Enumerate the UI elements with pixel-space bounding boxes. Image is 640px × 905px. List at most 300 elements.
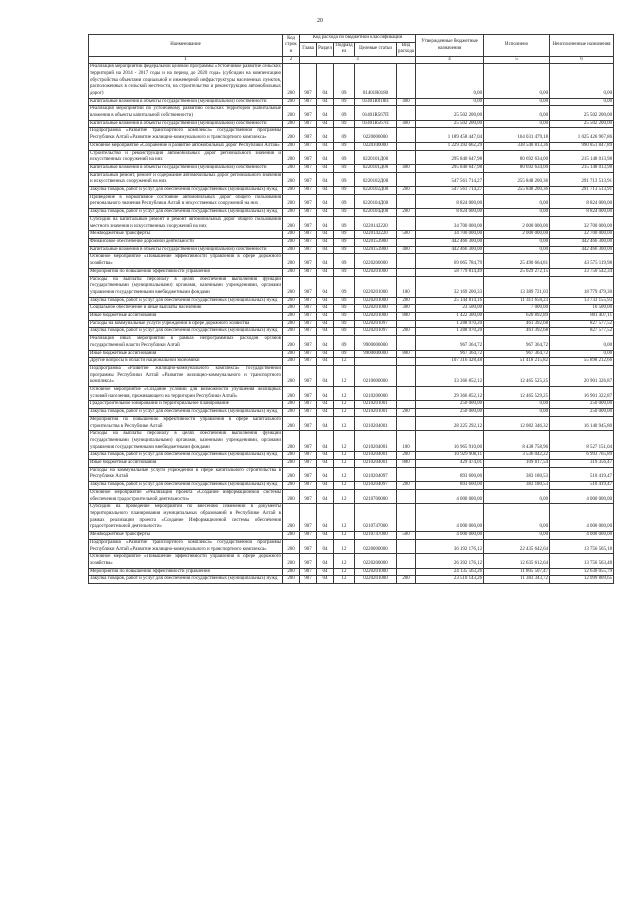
cell-line: 200	[283, 246, 300, 254]
table-row	[89, 431, 614, 452]
cell-unexec: 0,00	[550, 98, 614, 106]
table-row	[89, 336, 614, 350]
cell-target: 0220000000	[355, 539, 397, 553]
cell-target: 0220101Д00	[355, 164, 397, 172]
cell-line: 200	[283, 416, 300, 430]
cell-target: 0220142220	[355, 231, 397, 239]
cell-unexec: 250 000,00	[550, 409, 614, 417]
cell-sec: 04	[317, 231, 334, 239]
cell-unexec: 13 733 155,93	[550, 297, 614, 305]
cell-sub: 12	[334, 539, 355, 553]
cell-executed: 80 692 634,00	[484, 150, 550, 164]
cell-kind	[397, 336, 416, 350]
cell-ch: 907	[300, 504, 317, 532]
cell-ch: 907	[300, 276, 317, 297]
cell-line: 200	[283, 187, 300, 195]
cell-ch: 907	[300, 164, 317, 172]
cell-sub: 09	[334, 350, 355, 358]
cell-target: 0210200000	[355, 387, 397, 401]
cell-approved: 893 600,00	[416, 467, 484, 481]
cell-unexec: 801 407,11	[550, 313, 614, 321]
table-row	[89, 128, 614, 142]
cell-line: 200	[283, 64, 300, 99]
cell-sec: 04	[317, 150, 334, 164]
cell-target: 0210700000	[355, 489, 397, 503]
page-number: 20	[317, 18, 323, 24]
cell-executed: 51 418 215,82	[484, 358, 550, 366]
cell-sec: 04	[317, 328, 334, 336]
cell-name: Основное мероприятие «Реализация проекта «Создание информационной системы обеспечения градостроительной деятельности»	[89, 489, 283, 503]
cell-sec: 04	[317, 128, 334, 142]
table-header	[89, 35, 614, 64]
cell-approved: 4 000 000,00	[416, 489, 484, 503]
cell-unexec: 43 575 119,98	[550, 254, 614, 268]
cell-approved: 547 561 714,27	[416, 187, 484, 195]
cell-sub: 09	[334, 194, 355, 208]
cell-executed: 2 000 000,00	[484, 231, 550, 239]
cell-name: Мероприятия по повышению эффективности управления	[89, 268, 283, 276]
cell-unexec: 8 824 000,00	[550, 209, 614, 217]
cell-line: 200	[283, 504, 300, 532]
cell-executed: 620 892,89	[484, 313, 550, 321]
cell-line: 200	[283, 238, 300, 246]
cell-ch: 907	[300, 539, 317, 553]
cell-executed: 109 817,54	[484, 460, 550, 468]
cell-ch: 907	[300, 460, 317, 468]
cell-unexec: 291 713 513,91	[550, 172, 614, 186]
cell-kind: 400	[397, 98, 416, 106]
cell-approved: 295 840 647,98	[416, 164, 484, 172]
table-row	[89, 305, 614, 313]
cell-kind: 400	[397, 246, 416, 254]
cell-ch: 907	[300, 313, 317, 321]
cell-sub: 12	[334, 467, 355, 481]
table-row	[89, 387, 614, 401]
cell-line: 200	[283, 268, 300, 276]
cell-target: 0220201000	[355, 576, 397, 584]
cell-sec: 04	[317, 216, 334, 230]
cell-sec: 04	[317, 409, 334, 417]
cell-unexec: 18 779 479,30	[550, 276, 614, 297]
cell-sec: 04	[317, 554, 334, 568]
cell-approved: 1 189 458 447,04	[416, 128, 484, 142]
cell-name: Иные бюджетные ассигнования	[89, 460, 283, 468]
cell-name: Основное мероприятие «Повышение эффективности управления в сфере дорожного хозяйства»	[89, 554, 283, 568]
cell-name: Капитальные вложения в объекты государственной (муниципальной) собственности	[89, 120, 283, 128]
cell-name: Межбюджетные трансферты	[89, 532, 283, 540]
cell-target: 01401R567П	[355, 106, 397, 120]
table-row	[89, 106, 614, 120]
cell-executed: 0,00	[484, 489, 550, 503]
cell-sec: 04	[317, 120, 334, 128]
cell-unexec: 510 419,47	[550, 467, 614, 481]
cell-target: 0220153900	[355, 246, 397, 254]
cell-name: Градостроительное зонирование и территориальное планирование	[89, 401, 283, 409]
cell-sec: 04	[317, 416, 334, 430]
cell-sub: 09	[334, 320, 355, 328]
cell-target: 0210747000	[355, 504, 397, 532]
cell-ch: 907	[300, 209, 317, 217]
table-body	[89, 64, 614, 584]
cell-sub: 12	[334, 387, 355, 401]
cell-sec: 04	[317, 187, 334, 195]
cell-line: 200	[283, 576, 300, 584]
cell-ch: 907	[300, 554, 317, 568]
table-row	[89, 554, 614, 568]
cell-approved: 1 229 392 662,29	[416, 142, 484, 150]
cell-kind: 200	[397, 482, 416, 490]
cell-approved: 25 502 200,00	[416, 106, 484, 120]
cell-name: Основное мероприятие «Повышение эффективности управления в сфере дорожного хозяйства»	[89, 254, 283, 268]
cell-ch: 907	[300, 401, 317, 409]
cell-sub: 09	[334, 328, 355, 336]
cell-target: 9900000000	[355, 336, 397, 350]
cell-unexec: 0,00	[550, 64, 614, 99]
cell-approved: 0,00	[416, 64, 484, 99]
cell-executed: 12 635 612,64	[484, 554, 550, 568]
cell-sec: 04	[317, 532, 334, 540]
cell-unexec: 990 851 847,89	[550, 142, 614, 150]
cell-approved: 107 316 428,48	[416, 358, 484, 366]
cell-sec: 04	[317, 482, 334, 490]
cell-executed: 338 540 813,36	[484, 142, 550, 150]
cell-line: 200	[283, 539, 300, 553]
cell-executed: 0,00	[484, 246, 550, 254]
cell-ch: 907	[300, 98, 317, 106]
cell-approved: 34 700 000,00	[416, 216, 484, 230]
cell-line: 200	[283, 164, 300, 172]
cell-approved: 4 000 000,00	[416, 504, 484, 532]
cell-target: 0220201000	[355, 268, 397, 276]
table-row	[89, 246, 614, 254]
cell-kind	[397, 489, 416, 503]
cell-line: 200	[283, 172, 300, 186]
cell-approved: 28 225 292,12	[416, 416, 484, 430]
cell-target: 0220201097	[355, 320, 397, 328]
cell-name: Социальное обеспечение и иные выплаты населению	[89, 305, 283, 313]
cell-approved: 34 700 000,00	[416, 231, 484, 239]
cell-sec: 04	[317, 297, 334, 305]
cell-ch: 907	[300, 350, 317, 358]
cell-line: 200	[283, 482, 300, 490]
cell-sec: 04	[317, 209, 334, 217]
cell-kind: 800	[397, 313, 416, 321]
cell-approved: 33 366 852,12	[416, 365, 484, 386]
cell-ch: 907	[300, 452, 317, 460]
column-number: 4	[416, 57, 484, 64]
column-number: 5	[484, 57, 550, 64]
cell-target: 01401R0180	[355, 64, 397, 99]
cell-name: Закупка товаров, работ и услуг для обеспечения государственных (муниципальных) нужд	[89, 409, 283, 417]
cell-approved: 547 561 714,27	[416, 172, 484, 186]
cell-sub: 12	[334, 482, 355, 490]
table-row	[89, 358, 614, 366]
cell-ch: 907	[300, 246, 317, 254]
cell-approved: 442 466 300,00	[416, 238, 484, 246]
cell-sec: 04	[317, 305, 334, 313]
cell-target: 0220153900	[355, 238, 397, 246]
cell-unexec: 442 466 300,00	[550, 246, 614, 254]
cell-sub: 12	[334, 452, 355, 460]
cell-sub: 09	[334, 336, 355, 350]
table-row	[89, 231, 614, 239]
cell-target: 0220200000	[355, 554, 397, 568]
cell-sec: 04	[317, 350, 334, 358]
table-row	[89, 187, 614, 195]
cell-kind	[397, 416, 416, 430]
table-row	[89, 142, 614, 150]
cell-executed: 12 465 525,25	[484, 365, 550, 386]
cell-kind	[397, 128, 416, 142]
cell-executed: 967 364,72	[484, 350, 550, 358]
cell-line: 200	[283, 489, 300, 503]
cell-executed: 0,00	[484, 401, 550, 409]
cell-name: Иные бюджетные ассигнования	[89, 313, 283, 321]
table-row	[89, 532, 614, 540]
header-section: Раздел	[317, 42, 334, 56]
cell-target: 0210204001	[355, 452, 397, 460]
cell-sec: 04	[317, 194, 334, 208]
cell-target: 0220201097	[355, 328, 397, 336]
cell-name: Закупка товаров, работ и услуг для обеспечения государственных (муниципальных) нужд	[89, 297, 283, 305]
cell-executed: 2 000 000,00	[484, 216, 550, 230]
cell-name: Закупка товаров, работ и услуг для обеспечения государственных (муниципальных) нужд	[89, 452, 283, 460]
cell-sec: 04	[317, 452, 334, 460]
cell-ch: 907	[300, 532, 317, 540]
cell-kind	[397, 401, 416, 409]
cell-kind	[397, 64, 416, 99]
cell-ch: 907	[300, 216, 317, 230]
cell-kind: 200	[397, 576, 416, 584]
cell-name: Субсидии на капитальный ремонт и ремонт автомобильных дорог общего пользования местного значения и искусственных сооружений на них	[89, 216, 283, 230]
cell-target: 0220201000	[355, 313, 397, 321]
cell-line: 200	[283, 216, 300, 230]
table-row	[89, 276, 614, 297]
cell-target: 0220102Д00	[355, 187, 397, 195]
cell-executed: 3 536 042,22	[484, 452, 550, 460]
cell-name: Расходы на коммунальные услуги учреждений в сфере капитального строительства в Республике Алтай	[89, 467, 283, 481]
cell-approved: 0,00	[416, 98, 484, 106]
cell-kind	[397, 106, 416, 120]
cell-name: Реализация мероприятий по устойчивому развитию сельских территорий (капитальные вложения в объекты капитальной собственности)	[89, 106, 283, 120]
cell-name: Иные бюджетные ассигнования	[89, 350, 283, 358]
cell-executed: 80 692 634,00	[484, 164, 550, 172]
cell-executed: 0,00	[484, 504, 550, 532]
cell-sec: 04	[317, 576, 334, 584]
cell-line: 200	[283, 336, 300, 350]
cell-target: 0220201000	[355, 305, 397, 313]
cell-ch: 907	[300, 431, 317, 452]
cell-ch: 907	[300, 64, 317, 99]
cell-executed: 164 031 479,18	[484, 128, 550, 142]
cell-target: 0220100000	[355, 142, 397, 150]
cell-name: Другие вопросы в области национальной экономики	[89, 358, 283, 366]
cell-kind	[397, 268, 416, 276]
table-row	[89, 98, 614, 106]
cell-executed: 967 364,72	[484, 336, 550, 350]
cell-name: Приведение в нормативное состояние автомобильных дорог общего пользования регионального значения Республики Алтай и искусственных сооружений на них	[89, 194, 283, 208]
cell-unexec: 32 700 000,00	[550, 216, 614, 230]
cell-sub: 09	[334, 106, 355, 120]
cell-ch: 907	[300, 254, 317, 268]
cell-line: 200	[283, 532, 300, 540]
cell-unexec: 215 148 013,98	[550, 150, 614, 164]
header-chapter: Глава	[300, 42, 317, 56]
table-row	[89, 365, 614, 386]
cell-approved: 429 474,01	[416, 460, 484, 468]
cell-kind: 200	[397, 328, 416, 336]
cell-sub: 09	[334, 187, 355, 195]
cell-kind	[397, 554, 416, 568]
cell-ch: 907	[300, 467, 317, 481]
cell-unexec: 25 502 200,00	[550, 106, 614, 120]
table-row	[89, 489, 614, 503]
column-number: 3	[300, 57, 416, 64]
cell-kind	[397, 254, 416, 268]
cell-ch: 907	[300, 409, 317, 417]
cell-approved: 69 065 784,79	[416, 254, 484, 268]
cell-sub: 12	[334, 568, 355, 576]
cell-target: 01401R567П	[355, 120, 397, 128]
cell-kind: 200	[397, 452, 416, 460]
cell-line: 200	[283, 365, 300, 386]
cell-kind	[397, 365, 416, 386]
cell-ch: 907	[300, 387, 317, 401]
cell-ch: 907	[300, 150, 317, 164]
cell-sec: 04	[317, 246, 334, 254]
cell-executed: 12 082 346,32	[484, 416, 550, 430]
cell-name: Закупка товаров, работ и услуг для обеспечения государственных (муниципальных) нужд	[89, 576, 283, 584]
cell-sub: 09	[334, 313, 355, 321]
cell-target: 0220201000	[355, 568, 397, 576]
cell-ch: 907	[300, 365, 317, 386]
cell-approved: 442 466 300,00	[416, 246, 484, 254]
cell-kind: 500	[397, 532, 416, 540]
cell-sec: 04	[317, 431, 334, 452]
cell-kind	[397, 387, 416, 401]
cell-ch: 907	[300, 358, 317, 366]
cell-ch: 907	[300, 328, 317, 336]
cell-sec: 04	[317, 276, 334, 297]
cell-unexec: 12 099 809,65	[550, 576, 614, 584]
cell-sec: 04	[317, 268, 334, 276]
cell-line: 200	[283, 106, 300, 120]
cell-sub: 09	[334, 216, 355, 230]
cell-kind: 100	[397, 431, 416, 452]
cell-unexec: 13 756 565,18	[550, 539, 614, 553]
cell-sub: 09	[334, 246, 355, 254]
cell-target: 0220101Д00	[355, 150, 397, 164]
cell-sub: 12	[334, 409, 355, 417]
cell-name: Финансовое обеспечение дорожной деятельности	[89, 238, 283, 246]
cell-sub: 12	[334, 431, 355, 452]
cell-sub: 12	[334, 416, 355, 430]
table-row	[89, 164, 614, 172]
cell-ch: 907	[300, 576, 317, 584]
cell-sec: 04	[317, 336, 334, 350]
cell-line: 200	[283, 297, 300, 305]
table-row	[89, 150, 614, 164]
cell-ch: 907	[300, 305, 317, 313]
table-row	[89, 401, 614, 409]
cell-approved: 967 364,72	[416, 350, 484, 358]
cell-approved: 1 288 970,20	[416, 320, 484, 328]
cell-line: 200	[283, 328, 300, 336]
cell-kind	[397, 150, 416, 164]
cell-name: Основное мероприятие «Сохранение и развитие автомобильных дорог Республики Алтай»	[89, 142, 283, 150]
cell-line: 200	[283, 313, 300, 321]
cell-sec: 04	[317, 489, 334, 503]
cell-sec: 04	[317, 365, 334, 386]
cell-ch: 907	[300, 187, 317, 195]
cell-approved: 1 288 970,20	[416, 328, 484, 336]
table-row	[89, 254, 614, 268]
cell-executed: 7 000,00	[484, 305, 550, 313]
table-row	[89, 409, 614, 417]
cell-target: 0220104Д00	[355, 209, 397, 217]
cell-approved: 16 965 910,00	[416, 431, 484, 452]
header-line-code: Код строки	[283, 35, 300, 57]
table-row	[89, 568, 614, 576]
cell-kind: 200	[397, 187, 416, 195]
cell-sec: 04	[317, 387, 334, 401]
cell-sub: 09	[334, 231, 355, 239]
cell-ch: 907	[300, 238, 317, 246]
cell-line: 200	[283, 254, 300, 268]
cell-name: Подпрограмма «Развитие транспортного комплекса» государственной программы Республики Алтай «Развитие жилищно-коммунального и транспортного комплекса»	[89, 539, 283, 553]
cell-target: 0220142220	[355, 216, 397, 230]
cell-unexec: 0,00	[550, 336, 614, 350]
table-row	[89, 313, 614, 321]
cell-unexec: 16 500,00	[550, 305, 614, 313]
cell-target: 0210204097	[355, 467, 397, 481]
cell-name: Подпрограмма «Развитие жилищно-коммунального комплекса» государственной программы Республики Алтай «Развитие жилищно-коммунального и транспортного комплекса»	[89, 365, 283, 386]
table-row	[89, 328, 614, 336]
cell-unexec: 442 466 300,00	[550, 238, 614, 246]
cell-sec: 04	[317, 358, 334, 366]
cell-ch: 907	[300, 106, 317, 120]
cell-executed: 0,00	[484, 409, 550, 417]
cell-kind	[397, 568, 416, 576]
cell-unexec: 827 577,52	[550, 328, 614, 336]
cell-approved: 295 840 647,98	[416, 150, 484, 164]
cell-name: Закупка товаров, работ и услуг для обеспечения государственных (муниципальных) нужд	[89, 328, 283, 336]
header-name: Наименование	[89, 35, 283, 57]
cell-sec: 04	[317, 142, 334, 150]
cell-executed: 383 180,53	[484, 482, 550, 490]
cell-ch: 907	[300, 194, 317, 208]
cell-target: 0210204001	[355, 416, 397, 430]
cell-sub: 12	[334, 554, 355, 568]
header-subsection: Подраздел	[334, 42, 355, 56]
cell-sub: 12	[334, 532, 355, 540]
cell-approved: 25 144 814,16	[416, 297, 484, 305]
cell-line: 200	[283, 409, 300, 417]
cell-target: 0210000000	[355, 365, 397, 386]
cell-unexec: 13 756 563,48	[550, 554, 614, 568]
cell-sec: 04	[317, 106, 334, 120]
cell-sub: 09	[334, 128, 355, 142]
cell-sub: 09	[334, 150, 355, 164]
cell-kind	[397, 172, 416, 186]
table-row	[89, 238, 614, 246]
cell-sec: 04	[317, 539, 334, 553]
cell-executed: 0,00	[484, 64, 550, 99]
cell-approved: 4 000 000,00	[416, 532, 484, 540]
cell-kind	[397, 539, 416, 553]
cell-executed: 0,00	[484, 106, 550, 120]
cell-executed: 255 848 200,36	[484, 187, 550, 195]
